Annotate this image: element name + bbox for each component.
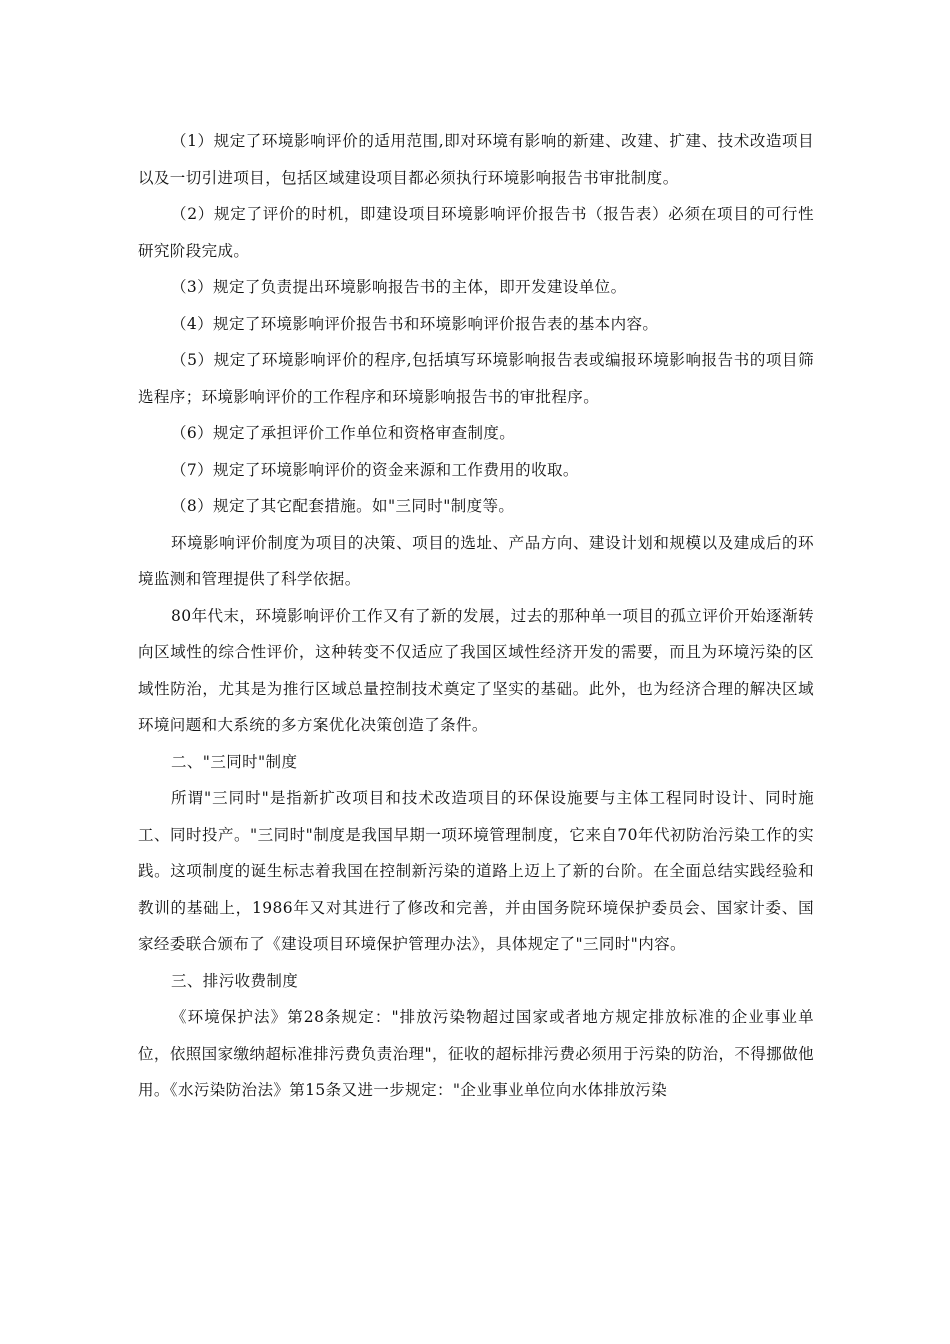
paragraph-item-1: （1）规定了环境影响评价的适用范围,即对环境有影响的新建、改建、扩建、技术改造项目以及一切引进项目，包括区域建设项目都必须执行环境影响报告书审批制度。 — [138, 132, 814, 187]
section-heading-pollution-fee: 三、排污收费制度 — [171, 971, 299, 990]
paragraph-item-2: （2）规定了评价的时机，即建设项目环境影响评价报告书（报告表）必须在项目的可行性研究阶段完成。 — [138, 205, 814, 260]
paragraph-item-6: （6）规定了承担评价工作单位和资格审查制度。 — [171, 424, 516, 442]
document-body — [138, 123, 814, 1109]
paragraph-eia-summary: 环境影响评价制度为项目的决策、项目的选址、产品方向、建设计划和规模以及建成后的环境监测和管理提供了科学依据。 — [138, 533, 814, 588]
paragraph-item-8: （8）规定了其它配套措施。如"三同时"制度等。 — [171, 497, 515, 515]
paragraph-item-3: （3）规定了负责提出环境影响报告书的主体，即开发建设单位。 — [171, 278, 627, 296]
paragraph-eia-development: 80年代末，环境影响评价工作又有了新的发展，过去的那种单一项目的孤立评价开始逐渐转向区域性的综合性评价，这种转变不仅适应了我国区域性经济开发的需要，而且为环境污染的区域性防治，尤其是为推行区域总量控制技术奠定了坚实的基础。此外，也为经济合理的解决区域环境问题和大系统的多方案优化决策创造了条件。 — [138, 606, 814, 734]
paragraph-item-4: （4）规定了环境影响评价报告书和环境影响评价报告表的基本内容。 — [171, 314, 659, 333]
section-heading-three-simultaneous: 二、"三同时"制度 — [171, 752, 298, 771]
paragraph-pollution-fee: 《环境保护法》第28条规定："排放污染物超过国家或者地方规定排放标准的企业事业单位，依照国家缴纳超标准排污费负责治理"，征收的超标排污费必须用于污染的防治，不得挪做他用。《水污染防治法》第15条又进一步规定："企业事业单位向水体排放污染 — [138, 1008, 814, 1099]
paragraph-three-simultaneous: 所谓"三同时"是指新扩改项目和技术改造项目的环保设施要与主体工程同时设计、同时施工、同时投产。"三同时"制度是我国早期一项环境管理制度，它来自70年代初防治污染工作的实践。这项制度的诞生标志着我国在控制新污染的道路上迈上了新的台阶。在全面总结实践经验和教训的基础上，1986年又对其进行了修改和完善，并由国务院环境保护委员会、国家计委、国家经委联合颁布了《建设项目环境保护管理办法》，具体规定了"三同时"内容。 — [138, 789, 814, 953]
paragraph-item-5: （5）规定了环境影响评价的程序,包括填写环境影响报告表或编报环境影响报告书的项目筛选程序；环境影响评价的工作程序和环境影响报告书的审批程序。 — [138, 351, 814, 406]
paragraph-item-7: （7）规定了环境影响评价的资金来源和工作费用的收取。 — [171, 460, 579, 479]
